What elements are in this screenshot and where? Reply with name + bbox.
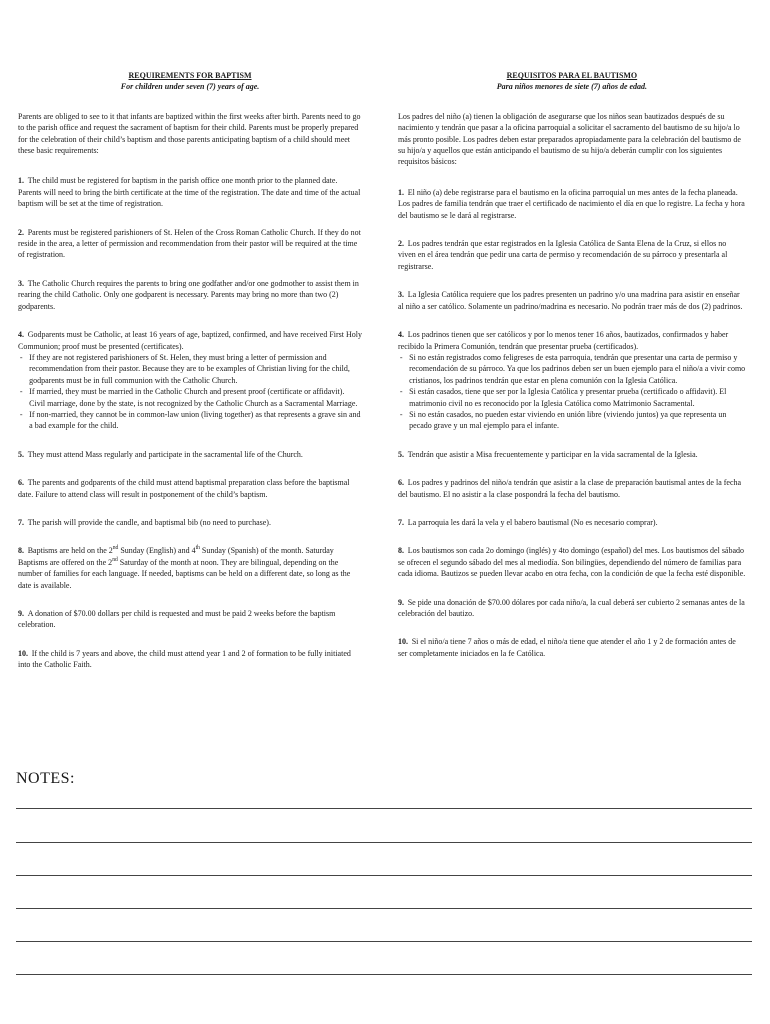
- spanish-item-10: 10. Si el niño/a tiene 7 años o más de edad, el niño/a tiene que atender el año 1 y 2 de formación antes de ser completamente iniciados en la fe Católica.: [398, 636, 736, 658]
- english-title: REQUIREMENTS FOR BAPTISM: [128, 70, 252, 80]
- list-item: - If non-married, they cannot be in common-law union (living together) as that represents a grave sin and a bad example for the child.: [18, 409, 362, 432]
- note-line: [16, 808, 752, 809]
- list-item: - Si no están casados, no pueden estar viviendo en unión libre (viviendo juntos) ya que representa un pecado grave y un mal ejemplo para el infante.: [398, 409, 746, 432]
- english-item-2: 2. Parents must be registered parishioners of St. Helen of the Cross Roman Catholic Church. If they do not reside in the area, a letter of permission and recommendation from their pastor will be required at the time of registration.: [18, 226, 361, 260]
- spanish-item-8: 8. Los bautismos son cada 2o domingo (inglés) y 4to domingo (español) del mes. Los bautismos del sábado se ofrecen el segundo sábado del mes al mediodía. Son bilingües, dependiendo del número de familias para cada idioma. Bautizos se pueden llevar acabo en otra fecha, con la condición de que la fecha esté disponible.: [398, 545, 746, 579]
- note-line: [16, 941, 752, 942]
- spanish-item-9: 9. Se pide una donación de $70.00 dólares por cada niño/a, la cual deberá ser cubierto 2 semanas antes de la celebración del bautizo.: [398, 596, 745, 618]
- spanish-item-3: 3. La Iglesia Católica requiere que los padres presenten un padrino y/o una madrina para asistir en enseñar al niño a ser católico. Solamente un padrino/madrina es necesario. No podrán traer más de dos (2) padrinos.: [398, 289, 743, 311]
- english-item-3: 3. The Catholic Church requires the parents to bring one godfather and/or one godmother to assist them in rearing the child Catholic. Only one godparent is necessary. Parents may bring no more than two (2) godparents.: [18, 277, 359, 311]
- english-item-1: 1. The child must be registered for baptism in the parish office one month prior to the planned date. Parents will need to bring the birth certificate at the time of the registration. The date and time of the actual baptism will be set at the time of registration.: [18, 175, 361, 209]
- note-line: [16, 875, 752, 876]
- spanish-subtitle: Para niños menores de siete (7) años de edad.: [496, 81, 648, 92]
- english-subtitle: For children under seven (7) years of age.: [120, 81, 260, 92]
- note-line: [16, 974, 752, 975]
- english-item-10: 10. If the child is 7 years and above, the child must attend year 1 and 2 of formation to be fully initiated into the Catholic Faith.: [18, 647, 351, 670]
- note-line: [16, 908, 752, 909]
- spanish-item-1: 1. El niño (a) debe registrarse para el bautismo en la oficina parroquial un mes antes de la fecha planeada. Los padres de familia tendrán que traer el certificado de nacimiento el día en que lo registre. La fecha y hora del bautismo se le dará al registrarse.: [398, 186, 745, 220]
- english-item-8: 8. Baptisms are held on the 2nd Sunday (English) and 4th Sunday (Spanish) of the month. Saturday Baptisms are offered on the 2nd Saturday of the month at noon. They are bilingual, depending on the number of families for each language. If needed, baptisms can be held on a different date, so long as the date is available.: [18, 545, 351, 590]
- spanish-item-2: 2. Los padres tendrán que estar registrados en la Iglesia Católica de Santa Elena de la Cruz, si ellos no viven en el área tendrán que pedir una carta de permiso y recomendación de su párroco y presentarla al registrarse.: [398, 238, 728, 271]
- spanish-item-4: 4. Los padrinos tienen que ser católicos y por lo menos tener 16 años, bautizados, confirmados y haber recibido la Primera Comunión, tendrán que presentar prueba (certificados). - Si no están registrados como feligreses de esta parroquia, tendrán que presentar una carta de permiso y recomendación de su párroco. Ya que los padrinos deben ser un buen ejemplo para el niño/a a vivir como cristianos, los padrinos tendrán que estar en plena comunión con la Iglesia Católica. - Si están casados, tiene que ser por la Iglesia Católica y presentar prueba (certificado o affidavit). El matrimonio civil no es reconocido por la Iglesia Católica como Matrimonio Sacramental. - Si no están casados, no pueden estar viviendo en unión libre (viviendo juntos) ya que representa un pecado grave y un mal ejemplo para el infante.: [398, 329, 746, 432]
- english-godparent-conditions: [18, 352, 362, 432]
- note-line: [16, 842, 752, 843]
- english-column: [18, 70, 362, 688]
- notes-label: NOTES:: [16, 770, 75, 787]
- list-item: - If they are not registered parishioners of St. Helen, they must bring a letter of permission and recommendation from their pastor. Because they are to be examples of Christian living for the child, godparents must be in full communion with the Catholic Church.: [18, 352, 362, 386]
- spanish-title: REQUISITOS PARA EL BAUTISMO: [506, 70, 638, 80]
- english-item-6: 6. The parents and godparents of the child must attend baptismal preparation class before the baptismal date. Failure to attend class will result in postponement of the child’s baptism.: [18, 477, 350, 499]
- spanish-godparent-conditions: [398, 352, 746, 432]
- spanish-item-5: 5. Tendrán que asistir a Misa frecuentemente y participar en la vida sacramental de la Iglesia.: [398, 448, 698, 459]
- spanish-column: [398, 70, 746, 676]
- english-item-9: 9. A donation of $70.00 dollars per child is requested and must be paid 2 weeks before the baptism celebration.: [18, 608, 336, 630]
- list-item: - If married, they must be married in the Catholic Church and present proof (certificate or affidavit). Civil marriage, done by the state, is not recognized by the Catholic Church as a Sacramental Marriage.: [18, 386, 362, 409]
- english-item-4: 4. Godparents must be Catholic, at least 16 years of age, baptized, confirmed, and have received First Holy Communion; proof must be presented (certificates). - If they are not registered parishioners of St. Helen, they must bring a letter of permission and recommendation from their pastor. Because they are to be examples of Christian living for the child, godparents must be in full communion with the Catholic Church. - If married, they must be married in the Catholic Church and present proof (certificate or affidavit). Civil marriage, done by the state, is not recognized by the Catholic Church as a Sacramental Marriage. - If non-married, they cannot be in common-law union (living together) as that represents a grave sin and a bad example for the child.: [18, 329, 362, 432]
- spanish-item-7: 7. La parroquia les dará la vela y el babero bautismal (No es necesario comprar).: [398, 516, 658, 527]
- english-item-7: 7. The parish will provide the candle, and baptismal bib (no need to purchase).: [18, 516, 271, 527]
- english-item-5: 5. They must attend Mass regularly and participate in the sacramental life of the Church.: [18, 448, 303, 459]
- list-item: - Si están casados, tiene que ser por la Iglesia Católica y presentar prueba (certificado o affidavit). El matrimonio civil no es reconocido por la Iglesia Católica como Matrimonio Sacramental.: [398, 386, 746, 409]
- spanish-intro: Los padres del niño (a) tienen la obligación de asegurarse que los niños sean bautizados después de su nacimiento y tendrán que pasar a la oficina parroquial a solicitar el sacramento del bautismo de su hijo/a lo más pronto posible. Los padres deben estar preparados apropiadamente para la celebración del bautismo de su hijo/a y aquellos que están anticipando el bautismo de su hijo/a deberán cumplir con los siguientes requisitos básicos:: [398, 110, 741, 167]
- english-intro: Parents are obliged to see to it that infants are baptized within the first weeks after birth. Parents need to go to the parish office and request the sacrament of baptism for their child. Parents must be properly prepared for the celebration of their child’s baptism and those parents anticipating baptism of a child should meet these basic requirements:: [18, 110, 361, 156]
- spanish-item-6: 6. Los padres y padrinos del niño/a tendrán que asistir a la clase de preparación bautismal antes de la fecha del bautismo. El no asistir a la clase pospondrá la fecha del bautismo.: [398, 477, 742, 499]
- list-item: - Si no están registrados como feligreses de esta parroquia, tendrán que presentar una carta de permiso y recomendación de su párroco. Ya que los padrinos deben ser un buen ejemplo para el niño/a a vivir como cristianos, los padrinos tendrán que estar en plena comunión con la Iglesia Católica.: [398, 352, 746, 386]
